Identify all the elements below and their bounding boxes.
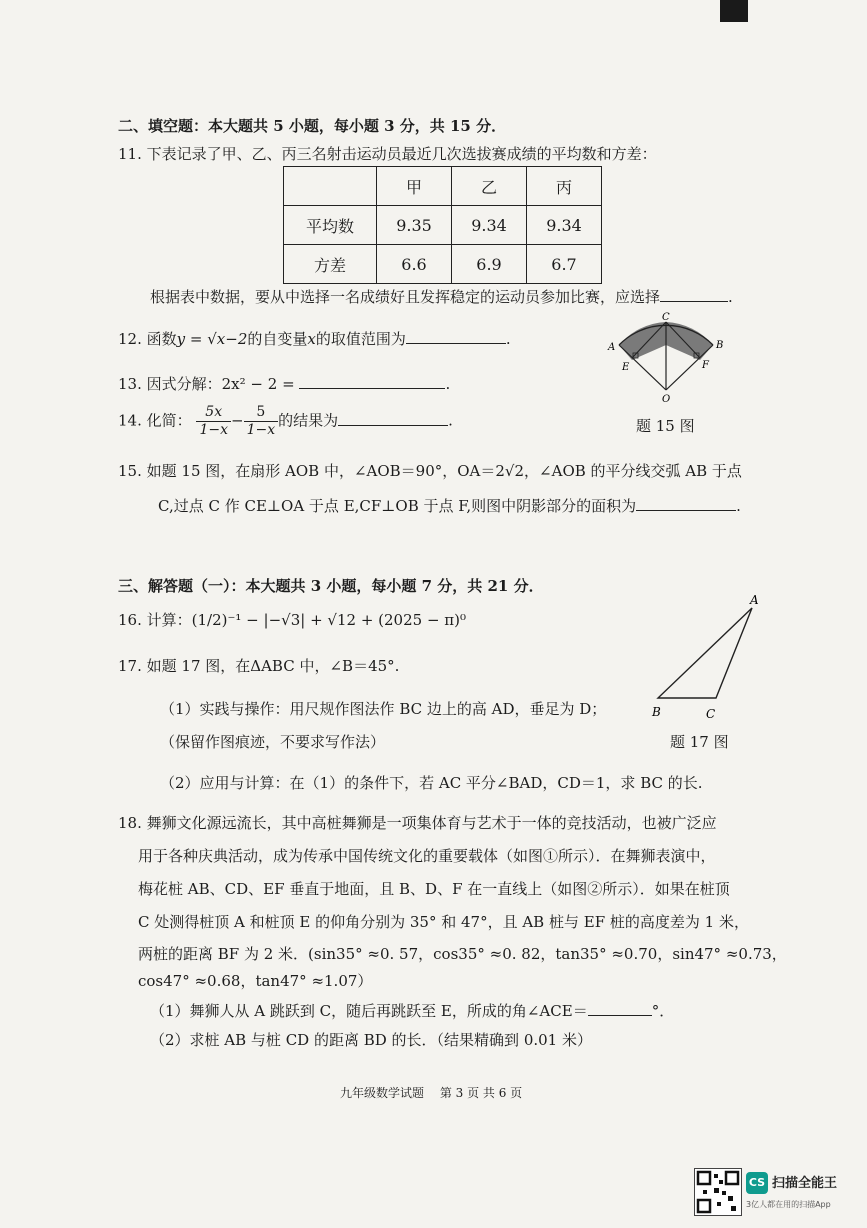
triangle-abc — [658, 608, 752, 698]
label-a: A — [608, 342, 616, 353]
answer-blank[interactable] — [299, 374, 445, 389]
label-f: F — [702, 360, 709, 371]
period: . — [505, 330, 511, 348]
q13 — [118, 373, 450, 394]
q14 — [118, 404, 453, 439]
q18-part-2: （2）求桩 AB 与桩 CD 的距离 BD 的长．（结果精确到 0.01 米） — [150, 1031, 592, 1049]
period: . — [728, 288, 733, 306]
shaded-region-left — [619, 322, 666, 360]
q15-text-1: 如题 15 图，在扇形 AOB 中，∠AOB＝90°，OA＝2√2，∠AOB 的平分线交弧 AB 于点 — [146, 462, 742, 480]
q15-text-2: C,过点 C 作 CE⊥OA 于点 E,CF⊥OB 于点 F,则图中阴影部分的面积为 — [158, 497, 637, 515]
table-header-row — [284, 167, 602, 206]
q12 — [118, 328, 511, 349]
figure-15-caption: 题 15 图 — [636, 417, 695, 435]
q12-mid: 的自变量 — [247, 330, 308, 348]
q18-line-5: 两桩的距离 BF 为 2 米．(sin35° ≈0. 57，cos35° ≈0. 82，tan35° ≈0.70，sin47° ≈0.73， — [138, 945, 787, 963]
q14-fraction-1 — [196, 404, 231, 439]
shaded-region-right — [666, 322, 713, 360]
figure-17 — [648, 592, 768, 722]
label-b: B — [716, 340, 724, 351]
table-cell: 6.7 — [527, 245, 602, 284]
q17 — [118, 655, 399, 676]
fraction-numerator: 5x — [196, 404, 231, 422]
cs-logo: CS — [746, 1172, 768, 1194]
table-cell: 6.6 — [377, 245, 452, 284]
label-a: A — [750, 593, 759, 607]
table-cell: 9.35 — [377, 206, 452, 245]
label-c: C — [706, 707, 716, 721]
q17-number: 17. — [118, 657, 142, 675]
table-cell: 平均数 — [284, 206, 377, 245]
answer-blank[interactable] — [636, 496, 736, 511]
minus-sign: − — [230, 411, 244, 430]
q15-line-2 — [158, 495, 741, 516]
period: . — [736, 497, 741, 515]
q18-number: 18. — [118, 814, 142, 832]
q16-text: 计算：(1/2)⁻¹ − |−√3| + √12 + (2025 − π)⁰ — [146, 611, 467, 629]
answer-blank[interactable] — [660, 287, 728, 302]
q11-text: 下表记录了甲、乙、丙三名射击运动员最近几次选拔赛成绩的平均数和方差： — [146, 145, 657, 163]
figure-17-caption: 题 17 图 — [670, 733, 729, 751]
q18-line-1 — [118, 812, 717, 833]
table-cell: 方差 — [284, 245, 377, 284]
scanner-slogan: 3亿人都在用的扫描App — [746, 1200, 831, 1209]
q11-answer-line — [150, 286, 733, 307]
label-o: O — [662, 394, 671, 404]
q18-line-6: cos47° ≈0.68，tan47° ≈1.07） — [138, 972, 373, 990]
q16-number: 16. — [118, 611, 142, 629]
fraction-numerator: 5 — [244, 404, 279, 422]
table-cell: 6.9 — [452, 245, 527, 284]
q18-part-1-text: （1）舞狮人从 A 跳跃到 C，随后再跳跃至 E，所成的角∠ACE＝ — [150, 1002, 588, 1020]
q18-line-3: 梅花桩 AB、CD、EF 垂直于地面，且 B、D、F 在一直线上（如图②所示）．如果在桩顶 — [138, 880, 730, 898]
table-cell — [284, 167, 377, 206]
q15-line-1 — [118, 460, 742, 481]
scanner-brand: 扫描全能王 — [772, 1176, 838, 1191]
answer-blank[interactable] — [406, 329, 506, 344]
table-cell: 丙 — [527, 167, 602, 206]
table-cell: 9.34 — [527, 206, 602, 245]
degree-sign: °． — [651, 1002, 675, 1020]
table-cell: 甲 — [377, 167, 452, 206]
section-2-title: 二、填空题：本大题共 5 小题，每小题 3 分，共 15 分． — [118, 117, 507, 135]
q15-number: 15. — [118, 462, 142, 480]
q14-fraction-2 — [244, 404, 279, 439]
period: . — [448, 411, 453, 430]
scan-ink-mark — [720, 0, 748, 22]
q13-number: 13. — [118, 375, 142, 393]
q18-line-2: 用于各种庆典活动，成为传承中国传统文化的重要载体（如图①所示）．在舞狮表演中， — [138, 847, 716, 865]
q17-part-2: （2）应用与计算：在（1）的条件下，若 AC 平分∠BAD，CD＝1，求 BC 的长. — [160, 774, 703, 792]
answer-blank[interactable] — [338, 411, 448, 426]
q16 — [118, 609, 466, 630]
table-cell: 9.34 — [452, 206, 527, 245]
q11 — [118, 143, 657, 164]
fraction-denominator: 1−x — [246, 422, 276, 438]
table-row — [284, 245, 602, 284]
q14-number: 14. — [118, 411, 142, 430]
q11-number: 11. — [118, 145, 142, 163]
page-footer: 九年级数学试题 第 3 页 共 6 页 — [340, 1086, 523, 1100]
q12-expression: y = √x−2 — [176, 330, 248, 348]
q12-post: 的取值范围为 — [315, 330, 406, 348]
table-row — [284, 206, 602, 245]
q12-variable: x — [307, 330, 316, 348]
q17-part-1: （1）实践与操作：用尺规作图法作 BC 边上的高 AD，垂足为 D； — [160, 700, 607, 718]
q14-pre: 化简： — [146, 411, 192, 430]
q18-line-4: C 处测得桩顶 A 和桩顶 E 的仰角分别为 35° 和 47°，且 AB 桩与 EF 桩的高度差为 1 米， — [138, 913, 749, 931]
qr-code — [694, 1168, 742, 1216]
answer-blank[interactable] — [588, 1001, 652, 1016]
fraction-denominator: 1−x — [199, 422, 228, 438]
section-3-title: 三、解答题（一）：本大题共 3 小题，每小题 7 分，共 21 分． — [118, 577, 544, 595]
label-c: C — [662, 312, 670, 323]
q12-number: 12. — [118, 330, 142, 348]
q11-after-text: 根据表中数据，要从中选择一名成绩好且发挥稳定的运动员参加比赛，应选择 — [150, 288, 661, 306]
q11-table — [283, 166, 602, 284]
q17-text: 如题 17 图，在ΔABC 中，∠B＝45°. — [146, 657, 400, 675]
q12-pre: 函数 — [146, 330, 177, 348]
q13-text: 因式分解：2x² − 2 = — [146, 375, 295, 393]
table-cell: 乙 — [452, 167, 527, 206]
q18-text: 舞狮文化源远流长，其中高桩舞狮是一项集体育与艺术于一体的竞技活动，也被广泛应 — [146, 814, 717, 832]
label-b: B — [652, 705, 661, 719]
q18-part-1 — [150, 1000, 674, 1021]
figure-15 — [602, 312, 732, 404]
q14-post: 的结果为 — [278, 411, 339, 430]
label-e: E — [622, 362, 630, 373]
period: . — [445, 375, 451, 393]
q17-part-1-note: （保留作图痕迹，不要求写作法） — [160, 733, 386, 751]
